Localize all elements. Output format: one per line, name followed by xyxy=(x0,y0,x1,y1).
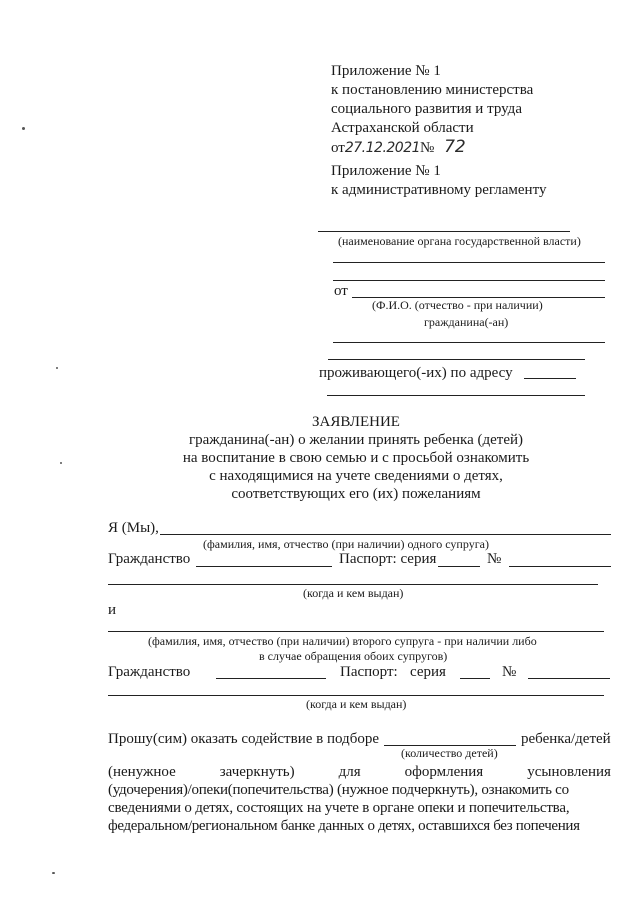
request-line-2: (удочерения)/опеки(попечительства) (нужное подчеркнуть), ознакомить со xyxy=(108,782,569,798)
appendix-1-line-1: Приложение № 1 xyxy=(331,63,441,79)
scan-speck xyxy=(60,462,62,464)
document-title: ЗАЯВЛЕНИЕ xyxy=(312,414,400,430)
spouse1-citizenship-line xyxy=(196,566,332,567)
address-label: проживающего(-их) по адресу xyxy=(319,365,513,381)
addressee-blank-line-2 xyxy=(333,280,605,281)
scan-speck xyxy=(52,872,55,874)
spouse1-name-caption: (фамилия, имя, отчество (при наличии) одного супруга) xyxy=(203,537,489,551)
fio-caption-line-2: гражданина(-ан) xyxy=(424,315,509,329)
request-line-1 xyxy=(108,764,611,781)
applicant-label: Я (Мы), xyxy=(108,520,159,536)
scan-speck xyxy=(56,367,58,369)
fio-blank-line-2 xyxy=(333,342,605,343)
spouse2-name-caption-line-1: (фамилия, имя, отчество (при наличии) второго супруга - при наличии либо xyxy=(148,634,537,648)
subtitle-line-3: с находящимися на учете сведениями о детях, xyxy=(209,468,503,484)
subtitle-line-2: на воспитание в свою семью и с просьбой ознакомить xyxy=(182,450,530,466)
subtitle-line-1: гражданина(-ан) о желании принять ребенка (детей) xyxy=(188,432,524,448)
spouse1-issued-line xyxy=(108,584,598,585)
spouse1-name-line xyxy=(160,534,611,535)
date-prefix: от xyxy=(331,140,345,156)
fio-blank-line-3 xyxy=(328,359,585,360)
word: усыновления xyxy=(527,764,611,780)
spouse1-series-line xyxy=(438,566,480,567)
addressee-blank-line-1 xyxy=(333,262,605,263)
spouse2-citizenship-label: Гражданство xyxy=(108,664,191,680)
handwritten-date: 27.12.2021 xyxy=(344,140,421,156)
conjunction-and: и xyxy=(108,602,117,618)
spouse2-name-line xyxy=(108,631,604,632)
appendix-2-line-2: к административному регламенту xyxy=(331,182,547,198)
spouse2-number-line xyxy=(528,678,610,679)
appendix-1-line-4: Астраханской области xyxy=(331,120,474,136)
spouse2-series-label: серия xyxy=(410,664,446,680)
spouse2-issued-line xyxy=(108,695,604,696)
word: (ненужное xyxy=(108,764,176,780)
fio-caption-line-1: (Ф.И.О. (отчество - при наличии) xyxy=(372,298,543,312)
word: оформления xyxy=(404,764,484,780)
handwritten-number: 72 xyxy=(444,137,466,157)
word: зачеркнуть) xyxy=(219,764,295,780)
spouse2-name-caption-line-2: в случае обращения обоих супругов) xyxy=(259,649,448,663)
spouse1-citizenship-label: Гражданство xyxy=(108,551,191,567)
appendix-1-line-3: социального развития и труда xyxy=(331,101,522,117)
spouse1-issued-caption: (когда и кем выдан) xyxy=(303,586,404,600)
order-date-line xyxy=(331,137,466,157)
spouse2-number-sign: № xyxy=(502,664,517,680)
address-blank-line xyxy=(524,378,576,379)
child-count-caption: (количество детей) xyxy=(401,746,498,760)
address-blank-line-2 xyxy=(327,395,585,396)
spouse1-number-sign: № xyxy=(487,551,502,567)
from-label: от xyxy=(334,283,348,299)
appendix-1-line-2: к постановлению министерства xyxy=(331,82,534,98)
spouse2-passport-label: Паспорт: xyxy=(340,664,398,680)
word: для xyxy=(338,764,361,780)
request-lead: Прошу(сим) оказать содействие в подборе xyxy=(108,731,379,747)
subtitle-line-4: соответствующих его (их) пожеланиям xyxy=(231,486,481,502)
scan-speck xyxy=(22,127,25,130)
spouse2-series-line xyxy=(460,678,490,679)
spouse2-citizenship-line xyxy=(216,678,326,679)
authority-caption: (наименование органа государственной власти) xyxy=(338,234,581,248)
spouse1-passport-label: Паспорт: серия xyxy=(339,551,437,567)
spouse1-number-line xyxy=(509,566,611,567)
request-line-3: сведениями о детях, состоящих на учете в органе опеки и попечительства, xyxy=(108,800,570,816)
number-sign: № xyxy=(420,140,435,156)
spouse2-issued-caption: (когда и кем выдан) xyxy=(306,697,407,711)
authority-blank-line xyxy=(318,231,570,232)
request-line-4: федеральном/региональном банке данных о детях, оставшихся без попечения xyxy=(108,818,580,834)
appendix-2-line-1: Приложение № 1 xyxy=(331,163,441,179)
request-tail: ребенка/детей xyxy=(521,731,611,747)
